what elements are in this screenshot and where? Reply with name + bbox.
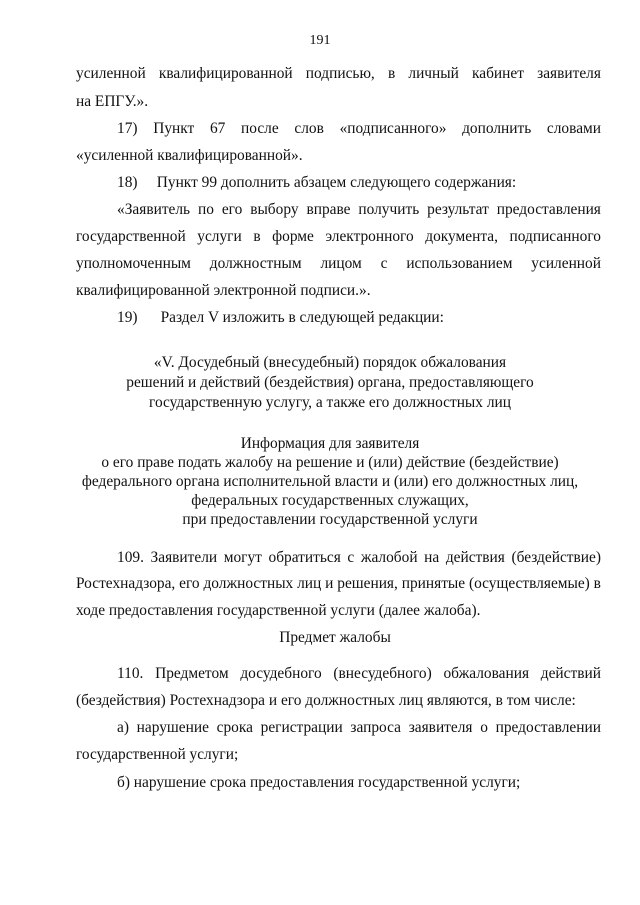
word: документа, xyxy=(425,228,498,245)
word: услуги xyxy=(197,228,242,245)
word: усиленной xyxy=(76,65,146,82)
word: на xyxy=(424,549,440,566)
word: с xyxy=(347,549,355,566)
quote-line-3 xyxy=(76,256,601,271)
word: регистрации xyxy=(260,719,343,736)
word: Предметом xyxy=(155,665,229,682)
word: подписью, xyxy=(305,65,375,82)
item-17-line-1 xyxy=(117,121,601,136)
word: в xyxy=(253,228,261,245)
word: срока xyxy=(216,719,253,736)
word: кабинет xyxy=(472,65,524,82)
p109-line-1 xyxy=(117,550,601,565)
word: лицом xyxy=(320,255,362,272)
word: с xyxy=(380,255,388,272)
word: досудебного xyxy=(240,665,322,682)
word: могут xyxy=(223,549,262,566)
word: 67 xyxy=(209,120,226,137)
word: получить xyxy=(358,201,420,218)
list-marker: а) xyxy=(117,719,129,736)
word: запроса xyxy=(350,719,401,736)
word: словами xyxy=(546,120,601,137)
word: усиленной xyxy=(531,255,601,272)
word: Заявители xyxy=(150,549,218,566)
word: использованием xyxy=(406,255,513,272)
p110-line-1 xyxy=(117,666,601,681)
page-number: 191 xyxy=(309,33,331,48)
word: жалобой xyxy=(360,549,418,566)
word: в xyxy=(387,65,396,82)
word: и xyxy=(325,575,334,592)
word: электронного xyxy=(325,228,414,245)
word: Ростехнадзора, xyxy=(76,575,176,592)
word: в xyxy=(593,575,601,592)
word: выбору xyxy=(250,201,299,218)
item-number: 17) xyxy=(117,120,138,137)
word: (бездействие) xyxy=(511,549,601,566)
quote-line-1 xyxy=(117,202,601,217)
word: дополнить xyxy=(462,120,532,137)
quote-line-2 xyxy=(76,229,601,244)
word: форме xyxy=(272,228,314,245)
subject-heading: Предмет жалобы xyxy=(279,629,391,646)
word: результат xyxy=(427,201,489,218)
word: лиц xyxy=(297,575,322,592)
word: (внесудебного) xyxy=(333,665,432,682)
word: государственной xyxy=(76,228,186,245)
word: предоставления xyxy=(496,201,601,218)
word: (осуществляемые) xyxy=(468,575,590,592)
paragraph-number: 110. xyxy=(117,665,144,682)
paragraph-number: 109. xyxy=(117,549,144,566)
word: подписанного xyxy=(509,228,601,245)
info-title-line-4: федеральных государственных служащих, xyxy=(191,492,469,509)
word: слов xyxy=(294,120,324,137)
item-17-line-2: «усиленной квалифицированной». xyxy=(76,147,303,164)
word: предоставлении xyxy=(495,719,601,736)
item-b: б) нарушение срока предоставления государственной услуги; xyxy=(117,774,521,791)
word: нарушение xyxy=(136,719,209,736)
quote-line-4: квалифицированной электронной подписи.». xyxy=(76,282,371,299)
word: «подписанного» xyxy=(339,120,447,137)
info-title-line-3: федерального органа исполнительной власти и (или) его должностных лиц, xyxy=(81,473,579,490)
word: обратиться xyxy=(268,549,341,566)
word: после xyxy=(241,120,279,137)
word: о xyxy=(480,719,488,736)
word: заявителя xyxy=(537,65,601,82)
section-title-line-3: государственную услугу, а также его должностных лиц xyxy=(149,394,511,411)
word: заявителя xyxy=(408,719,473,736)
word: Пункт xyxy=(153,120,195,137)
p109-line-2 xyxy=(76,576,601,591)
word: его xyxy=(179,575,200,592)
item-18: 18) Пункт 99 дополнить абзацем следующего содержания: xyxy=(117,174,517,191)
word: по xyxy=(197,201,214,218)
word: должностным xyxy=(209,255,302,272)
word: действия xyxy=(445,549,505,566)
info-title-line-5: при предоставлении государственной услуги xyxy=(182,511,478,528)
text-line-1 xyxy=(76,66,601,81)
word: должностных xyxy=(203,575,294,592)
word: действий xyxy=(540,665,601,682)
section-title-line-1: «V. Досудебный (внесудебный) порядок обжалования xyxy=(153,354,507,371)
word: его xyxy=(221,201,243,218)
word: «Заявитель xyxy=(117,201,191,218)
word: обжалования xyxy=(443,665,530,682)
word: решения, xyxy=(337,575,398,592)
item-a-line-1 xyxy=(117,720,601,735)
info-title-line-2: о его праве подать жалобу на решение и (или) действие (бездействие) xyxy=(101,454,559,471)
section-title-line-2: решений и действий (бездействия) органа, предоставляющего xyxy=(126,374,534,391)
word: личный xyxy=(408,65,459,82)
text-line-2: на ЕПГУ.». xyxy=(76,93,149,110)
info-title-line-1: Информация для заявителя xyxy=(240,435,420,452)
p110-line-2: (бездействия) Ростехнадзора и его должностных лиц являются, в том числе: xyxy=(76,692,576,709)
word: квалифицированной xyxy=(158,65,293,82)
word: принятые xyxy=(401,575,466,592)
word: уполномоченным xyxy=(76,255,191,272)
p109-line-3: ходе предоставления государственной услуги (далее жалоба). xyxy=(76,602,481,619)
item-a-line-2: государственной услуги; xyxy=(76,746,239,763)
word: вправе xyxy=(306,201,351,218)
item-19: 19) Раздел V изложить в следующей редакции: xyxy=(117,309,444,326)
